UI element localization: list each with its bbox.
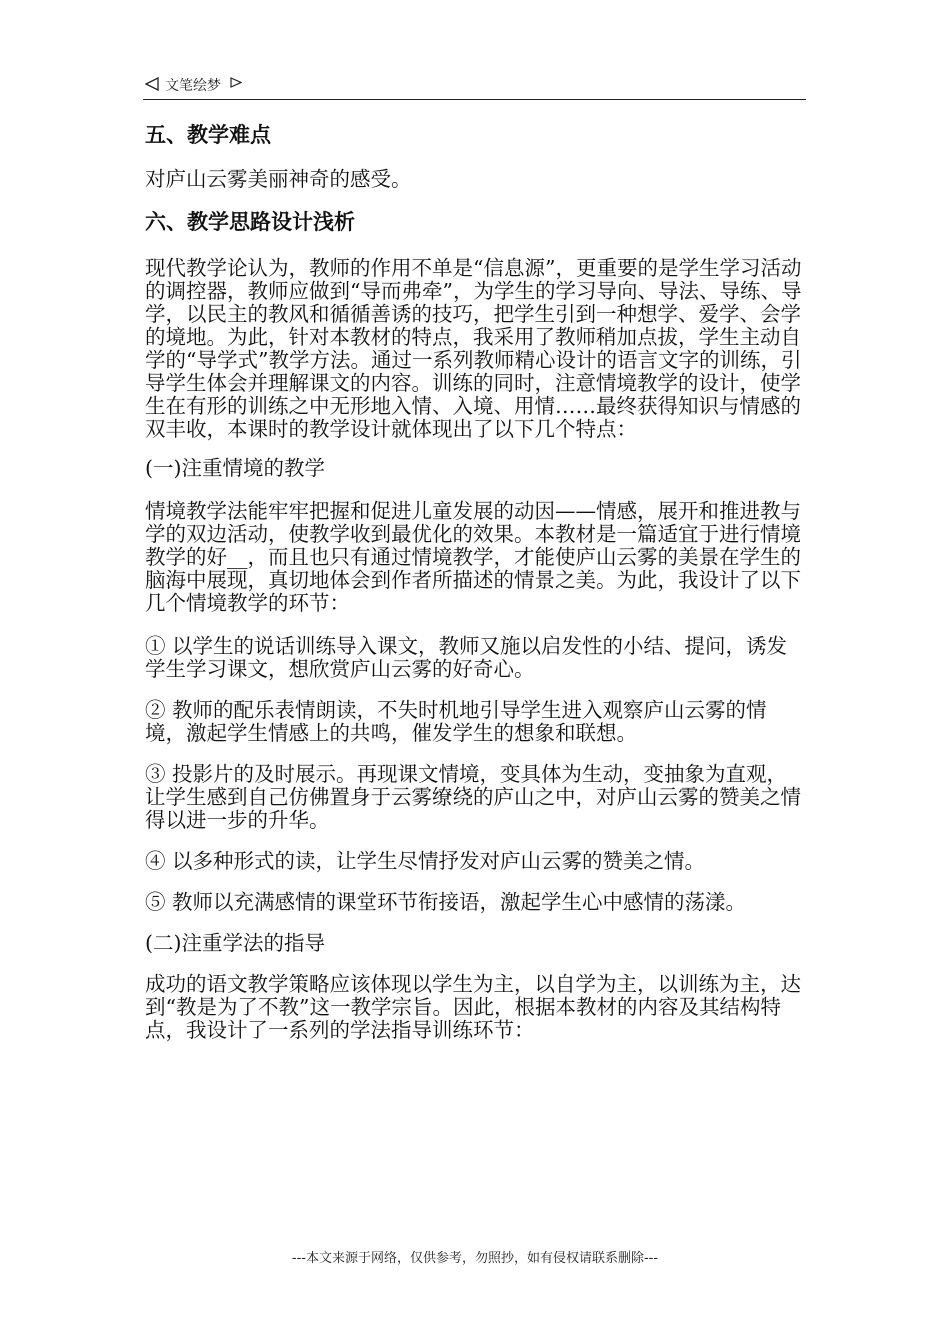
page-footer-disclaimer: ---本文来源于网络，仅供参考，勿照抄，如有侵权请联系删除--- xyxy=(291,1251,659,1266)
list-item: ⑤ 教师以充满感情的课堂环节衔接语，激起学生心中感情的荡漾。 xyxy=(145,890,747,914)
paragraph-study-method: 成功的语文教学策略应该体现以学生为主，以自学为主，以训练为主，达到“教是为了不教”这一教学宗旨。因此，根据本教材的内容及其结构特点，我设计了一系列的学法指导训练环节： xyxy=(145,972,801,1042)
list-item: ③ 投影片的及时展示。再现课文情境，变具体为生动，变抽象为直观，让学生感到自己仿佛置身于云雾缭绕的庐山之中，对庐山云雾的赞美之情得以进一步的升华。 xyxy=(145,762,801,832)
page-header xyxy=(143,72,806,100)
subheading-study-method: (二)注重学法的指导 xyxy=(145,931,325,955)
document-body xyxy=(145,120,805,1042)
triangle-left-icon xyxy=(145,77,159,91)
list-item: ① 以学生的说话训练导入课文，教师又施以启发性的小结、提问，诱发学生学习课文，想欣赏庐山云雾的好奇心。 xyxy=(145,634,788,681)
header-brand: 文笔绘梦 xyxy=(165,78,221,94)
paragraph-design-intro: 现代教学论认为，教师的作用不单是“信息源”，更重要的是学生学习活动的调控器，教师应做到“导而弗牵”，为学生的学习导向、导法、导练、导学，以民主的教风和循循善诱的技巧，把学生引到一种想学、爱学、会学的境地。为此，针对本教材的特点，我采用了教师稍加点拔，学生主动自学的“导学式”教学方法。通过一系列教师精心设计的语言文字的训练，引导学生体会并理解课文的内容。训练的同时，注意情境教学的设计，使学生在有形的训练之中无形地入情、入境、用情……最终获得知识与情感的双丰收，本课时的教学设计就体现出了以下几个特点： xyxy=(145,256,802,441)
paragraph-teaching-difficulty: 对庐山云雾美丽神奇的感受。 xyxy=(145,167,412,191)
section-heading-teaching-difficulty: 五、教学难点 xyxy=(145,123,271,147)
paragraph-situational-teaching: 情境教学法能牢牢把握和促进儿童发展的动因——情感，展开和推进教与学的双边活动，使教学收到最优化的效果。本教材是一篇适宜于进行情境教学的好__，而且也只有通过情境教学，才能使庐山云雾的美景在学生的脑海中展现，真切地体会到作者所描述的情景之美。为此，我设计了以下几个情境教学的环节： xyxy=(145,499,801,615)
subheading-situational-teaching: (一)注重情境的教学 xyxy=(145,456,325,480)
section-heading-design-analysis: 六、教学思路设计浅析 xyxy=(145,210,355,234)
list-item: ② 教师的配乐表情朗读，不失时机地引导学生进入观察庐山云雾的情境，激起学生情感上的共鸣，催发学生的想象和联想。 xyxy=(145,698,767,745)
triangle-right-icon xyxy=(230,77,242,88)
list-item: ④ 以多种形式的读，让学生尽情抒发对庐山云雾的赞美之情。 xyxy=(145,849,706,873)
